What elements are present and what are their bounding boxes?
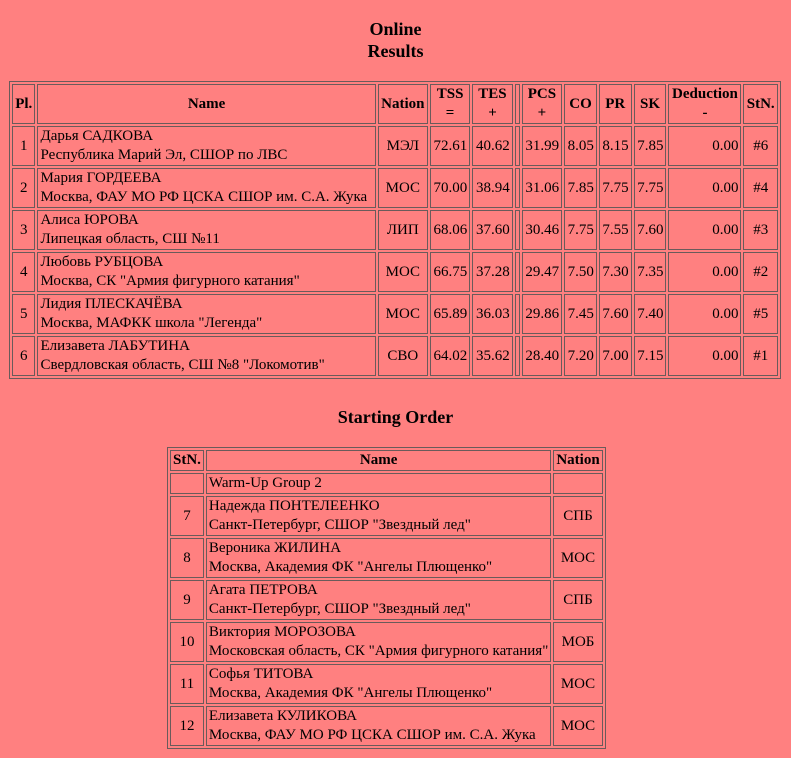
starting-order-row xyxy=(170,664,603,704)
order-nation-cell: МОБ xyxy=(553,622,602,662)
pcs-cell: 30.46 xyxy=(522,210,562,250)
order-skater-club: Московская область, СК "Армия фигурного катания" xyxy=(208,643,549,659)
tes-cell: 40.62 xyxy=(472,126,512,166)
starting-order-row xyxy=(170,580,603,620)
col-pr: PR xyxy=(599,84,632,124)
result-row xyxy=(12,252,778,292)
start-number-cell: #4 xyxy=(743,168,778,208)
order-nation-cell: МОС xyxy=(553,706,602,746)
tss-cell: 72.61 xyxy=(430,126,470,166)
order-skater-name: Вероника ЖИЛИНА xyxy=(208,540,342,556)
pcs-cell: 31.99 xyxy=(522,126,562,166)
starting-order-table xyxy=(167,447,606,749)
col-tss-sub: = xyxy=(445,105,455,121)
skater-cell xyxy=(37,168,375,208)
order-skater-cell xyxy=(206,664,551,704)
pcs-cell: 29.86 xyxy=(522,294,562,334)
order-skater-cell xyxy=(206,538,551,578)
order-nation-cell: МОС xyxy=(553,538,602,578)
col-gap xyxy=(515,84,520,124)
place-cell: 4 xyxy=(12,252,35,292)
skater-club: Москва, МАФКК школа "Легенда" xyxy=(40,315,263,331)
pr-cell: 7.75 xyxy=(599,168,632,208)
order-stn-cell: 10 xyxy=(170,622,204,662)
col-tes-label: TES xyxy=(478,86,507,102)
sk-cell: 7.85 xyxy=(634,126,667,166)
order-nation-cell: СПБ xyxy=(553,496,602,536)
order-skater-club: Москва, Академия ФК "Ангелы Плющенко" xyxy=(208,685,493,701)
tss-cell: 65.89 xyxy=(430,294,470,334)
nation-cell: ЛИП xyxy=(378,210,428,250)
start-number-cell: #2 xyxy=(743,252,778,292)
col-deduction-label: Deduction xyxy=(672,86,738,102)
start-number-cell: #6 xyxy=(743,126,778,166)
col-pcs-sub: + xyxy=(537,105,547,121)
order-skater-club: Москва, ФАУ МО РФ ЦСКА СШОР им. С.А. Жука xyxy=(208,727,536,743)
order-stn-cell: 11 xyxy=(170,664,204,704)
start-number-cell: #5 xyxy=(743,294,778,334)
skater-cell xyxy=(37,336,375,376)
deduction-cell: 0.00 xyxy=(668,126,741,166)
pr-cell: 7.55 xyxy=(599,210,632,250)
skater-cell xyxy=(37,252,375,292)
nation-cell: МОС xyxy=(378,168,428,208)
co-cell: 7.20 xyxy=(564,336,597,376)
start-number-cell: #3 xyxy=(743,210,778,250)
tes-cell: 37.60 xyxy=(472,210,512,250)
co-cell: 7.75 xyxy=(564,210,597,250)
warmup-group-empty-nation xyxy=(553,473,602,494)
order-stn-cell: 12 xyxy=(170,706,204,746)
results-table xyxy=(9,81,781,379)
col-tes-sub: + xyxy=(488,105,497,121)
pcs-cell: 29.47 xyxy=(522,252,562,292)
skater-name: Елизавета ЛАБУТИНА xyxy=(40,338,190,354)
co-cell: 7.85 xyxy=(564,168,597,208)
col-deduction-sub: - xyxy=(702,105,708,121)
order-skater-cell xyxy=(206,496,551,536)
gap-cell xyxy=(515,168,520,208)
order-stn-cell: 9 xyxy=(170,580,204,620)
skater-name: Мария ГОРДЕЕВА xyxy=(40,170,162,186)
order-skater-name: Виктория МОРОЗОВА xyxy=(208,624,356,640)
deduction-cell: 0.00 xyxy=(668,252,741,292)
col-stn: StN. xyxy=(743,84,778,124)
skater-club: Липецкая область, СШ №11 xyxy=(40,231,220,247)
nation-cell: СВО xyxy=(378,336,428,376)
tss-cell: 66.75 xyxy=(430,252,470,292)
order-stn-cell: 7 xyxy=(170,496,204,536)
order-skater-cell xyxy=(206,580,551,620)
page-title xyxy=(0,0,791,62)
nation-cell: МОС xyxy=(378,252,428,292)
result-row xyxy=(12,168,778,208)
pr-cell: 7.30 xyxy=(599,252,632,292)
col-deduction xyxy=(668,84,741,124)
col-place: Pl. xyxy=(12,84,35,124)
col-tes xyxy=(472,84,512,124)
col-nation: Nation xyxy=(378,84,428,124)
pcs-cell: 31.06 xyxy=(522,168,562,208)
tes-cell: 38.94 xyxy=(472,168,512,208)
col-pcs xyxy=(522,84,562,124)
tss-cell: 64.02 xyxy=(430,336,470,376)
nation-cell: МОС xyxy=(378,294,428,334)
order-skater-cell xyxy=(206,622,551,662)
skater-name: Лидия ПЛЕСКАЧЁВА xyxy=(40,296,183,312)
skater-club: Свердловская область, СШ №8 "Локомотив" xyxy=(40,357,325,373)
order-nation-cell: СПБ xyxy=(553,580,602,620)
result-row xyxy=(12,126,778,166)
gap-cell xyxy=(515,210,520,250)
result-row xyxy=(12,294,778,334)
deduction-cell: 0.00 xyxy=(668,210,741,250)
col-name: Name xyxy=(37,84,375,124)
sk-cell: 7.60 xyxy=(634,210,667,250)
order-skater-name: Агата ПЕТРОВА xyxy=(208,582,318,598)
co-cell: 8.05 xyxy=(564,126,597,166)
place-cell: 5 xyxy=(12,294,35,334)
result-row xyxy=(12,210,778,250)
place-cell: 2 xyxy=(12,168,35,208)
place-cell: 3 xyxy=(12,210,35,250)
starting-order-title: Starting Order xyxy=(337,407,454,427)
sk-cell: 7.40 xyxy=(634,294,667,334)
sk-cell: 7.15 xyxy=(634,336,667,376)
starting-order-row xyxy=(170,622,603,662)
gap-cell xyxy=(515,126,520,166)
tes-cell: 35.62 xyxy=(472,336,512,376)
nation-cell: МЭЛ xyxy=(378,126,428,166)
pcs-cell: 28.40 xyxy=(522,336,562,376)
tes-cell: 36.03 xyxy=(472,294,512,334)
col-tss xyxy=(430,84,470,124)
tss-cell: 68.06 xyxy=(430,210,470,250)
skater-name: Дарья САДКОВА xyxy=(40,128,154,144)
skater-cell xyxy=(37,210,375,250)
sk-cell: 7.35 xyxy=(634,252,667,292)
col-pcs-label: PCS xyxy=(527,86,557,102)
col-tss-label: TSS xyxy=(436,86,464,102)
col-co: CO xyxy=(564,84,597,124)
warmup-group-empty xyxy=(170,473,204,494)
pr-cell: 7.60 xyxy=(599,294,632,334)
place-cell: 1 xyxy=(12,126,35,166)
deduction-cell: 0.00 xyxy=(668,336,741,376)
tss-cell: 70.00 xyxy=(430,168,470,208)
warmup-group-label: Warm-Up Group 2 xyxy=(206,473,551,494)
gap-cell xyxy=(515,252,520,292)
order-skater-name: Елизавета КУЛИКОВА xyxy=(208,708,357,724)
skater-cell xyxy=(37,126,375,166)
page-title-line-results: Results xyxy=(367,41,424,61)
start-number-cell: #1 xyxy=(743,336,778,376)
order-stn-cell: 8 xyxy=(170,538,204,578)
tes-cell: 37.28 xyxy=(472,252,512,292)
pr-cell: 8.15 xyxy=(599,126,632,166)
co-cell: 7.50 xyxy=(564,252,597,292)
starting-order-row xyxy=(170,538,603,578)
order-skater-club: Санкт-Петербург, СШОР "Звездный лед" xyxy=(208,601,471,617)
order-skater-name: Софья ТИТОВА xyxy=(208,666,314,682)
order-skater-club: Москва, Академия ФК "Ангелы Плющенко" xyxy=(208,559,493,575)
starting-order-row xyxy=(170,706,603,746)
order-col-stn: StN. xyxy=(170,450,204,471)
deduction-cell: 0.00 xyxy=(668,168,741,208)
result-row xyxy=(12,336,778,376)
order-skater-cell xyxy=(206,706,551,746)
co-cell: 7.45 xyxy=(564,294,597,334)
order-skater-name: Надежда ПОНТЕЛЕЕНКО xyxy=(208,498,380,514)
skater-club: Республика Марий Эл, СШОР по ЛВС xyxy=(40,147,288,163)
place-cell: 6 xyxy=(12,336,35,376)
order-nation-cell: МОС xyxy=(553,664,602,704)
skater-club: Москва, ФАУ МО РФ ЦСКА СШОР им. С.А. Жука xyxy=(40,189,368,205)
skater-cell xyxy=(37,294,375,334)
starting-order-row xyxy=(170,496,603,536)
order-header-row xyxy=(170,450,603,471)
gap-cell xyxy=(515,294,520,334)
warmup-group-row xyxy=(170,473,603,494)
skater-club: Москва, СК "Армия фигурного катания" xyxy=(40,273,300,289)
deduction-cell: 0.00 xyxy=(668,294,741,334)
page-title-line-online: Online xyxy=(369,19,422,39)
col-sk: SK xyxy=(634,84,667,124)
order-col-nation: Nation xyxy=(553,450,602,471)
sk-cell: 7.75 xyxy=(634,168,667,208)
gap-cell xyxy=(515,336,520,376)
skater-name: Любовь РУБЦОВА xyxy=(40,254,164,270)
order-skater-club: Санкт-Петербург, СШОР "Звездный лед" xyxy=(208,517,471,533)
pr-cell: 7.00 xyxy=(599,336,632,376)
results-header-row xyxy=(12,84,778,124)
order-col-name: Name xyxy=(206,450,551,471)
skater-name: Алиса ЮРОВА xyxy=(40,212,139,228)
